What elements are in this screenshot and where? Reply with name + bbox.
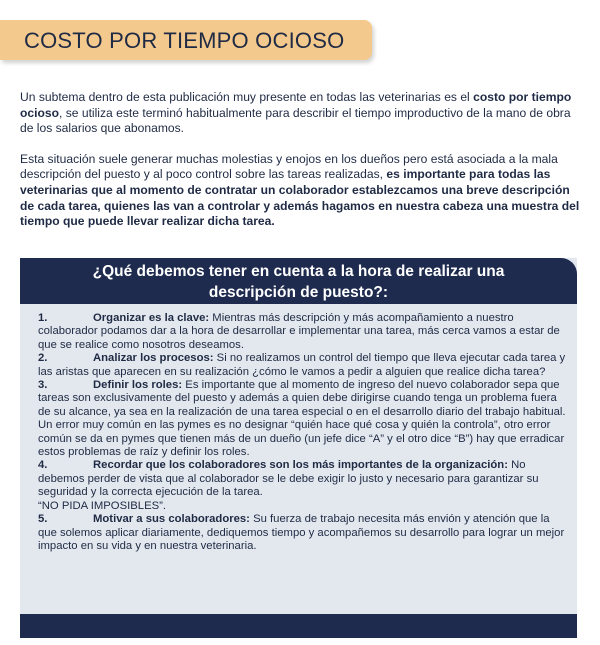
item-heading: Organizar es la clave: [93,312,210,324]
item-text: Mientras más descripción y más acompañamiento a nuestro colaborador podamos dar a la hora de desarrollar e implementar una tarea, más cerca vamos a estar de que se realice como nosotros deseamos. [38,312,560,351]
item-number: 4. [38,459,48,472]
item-heading: Recordar que los colaboradores son los más importantes de la organización: [93,459,508,472]
section-title: COSTO POR TIEMPO OCIOSO [24,28,345,53]
panel-heading-line-2: descripción de puesto?: [208,284,389,301]
list-item [38,352,568,379]
panel-heading-line-1: ¿Qué debemos tener en cuenta a la hora de realizar una [92,263,505,280]
item-heading: Definir los roles: [93,379,183,392]
item-text: Si no realizamos un control del tiempo que lleva ejecutar cada tarea y las aristas que aparecen en su realización ¿cómo le vamos a pedir a alguien que realice dicha tarea? [38,352,566,378]
item-text: Su fuerza de trabajo necesita más envión y atención que la que solemos aplicar diariamente, dediquemos tiempo y acompañemos su desarrollo para lograr un mejor impacto en su vida y en nuestra veterinaria. [38,513,565,552]
item-emphasis: “NO PIDA IMPOSIBLES”. [38,499,167,512]
item-number: 3. [38,379,48,392]
tips-list [38,312,568,553]
panel-footer-bar [20,614,577,638]
list-item [38,513,568,553]
item-number: 1. [38,312,48,324]
item-number: 2. [38,352,48,365]
item-text: Es importante que al momento de ingreso del nuevo colaborador sepa que tareas son exclusivamente del puesto y además a quien debe dirigirse cuando tenga un problema fuera de su alcance, ya sea en la realización de una tarea especial o en el desarrollo diario del trabajo habitual. Un error muy común en las pymes es no designar “quién hace qué cosa y quién la controla”, otro error común se da en pymes que tienen más de un dueño (un jefe dice “A” y el otro dice “B”) hay que erradicar estos problemas de raíz y definir los roles. [38,379,566,459]
panel-heading [20,258,577,304]
intro-paragraph-1: Un subtema dentro de esta publicación muy presente en todas las veterinarias es el costo por tiempo ocioso, se utiliza este terminó habitualmente para describir el tiempo improductivo de la mano de obra de los salarios que abonamos. [20,90,572,136]
intro-bold-statement: es importante para todas las veterinarias que al momento de contratar un colaborador establezcamos una breve descripción de cada tarea, quienes las van a controlar y además hagamos en nuestra cabeza una muestra del tiempo que puede llevar realizar dicha tarea. [20,167,580,229]
intro-text [20,90,582,245]
list-item [38,312,568,352]
item-number: 5. [38,513,48,526]
item-heading: Motivar a sus colaboradores: [93,513,250,526]
list-item [38,379,568,459]
section-title-tab [0,20,372,60]
list-item [38,459,568,513]
item-heading: Analizar los procesos: [93,352,214,365]
tips-panel [20,258,577,638]
intro-paragraph-2: Esta situación suele generar muchas molestias y enojos en los dueños pero está asociada a la mala descripción del puesto y al poco control sobre las tareas realizadas, es importante para todas las veterinarias que al momento de contratar un colaborador establezcamos una breve descripción de cada tarea, quienes las van a controlar y además hagamos en nuestra cabeza una muestra del tiempo que puede llevar realizar dicha tarea. [20,151,580,229]
intro-bold-term: costo por tiempo ocioso [20,90,572,120]
item-text: No debemos perder de vista que al colaborador se le debe exigir lo justo y necesario para garantizar su seguridad y la correcta ejecución de la tarea. [38,459,539,499]
